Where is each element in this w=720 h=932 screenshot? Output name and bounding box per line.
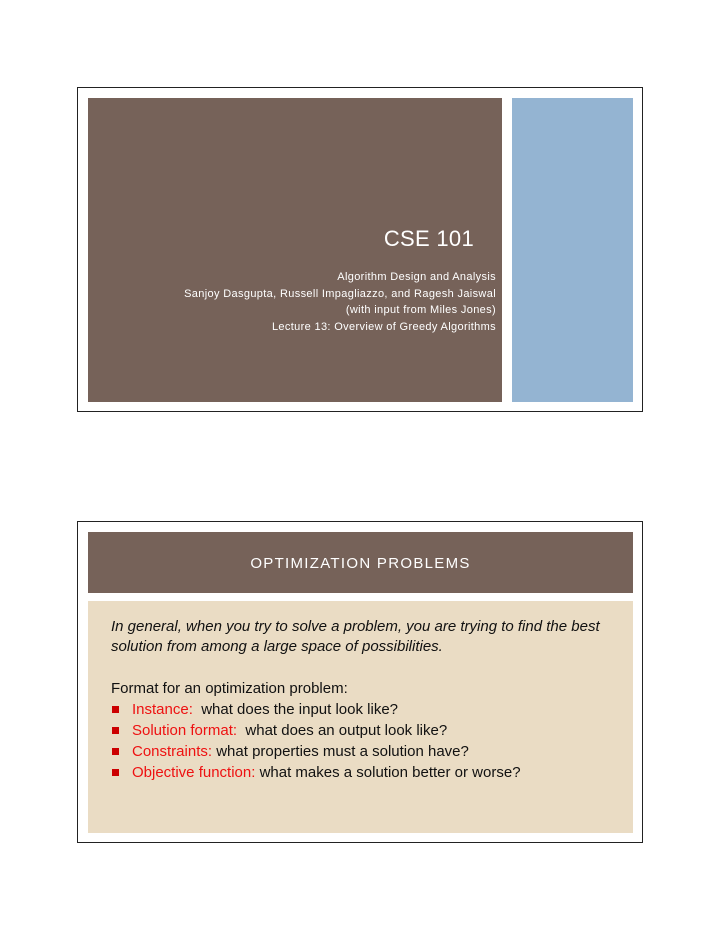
title-panel: [88, 98, 502, 402]
intro-text: In general, when you try to solve a problem, you are trying to find the best solution from among a large space of possibilities.: [111, 618, 600, 655]
square-bullet-icon: [112, 706, 119, 713]
bullet-instance: [111, 699, 521, 720]
bullet-constraints: [111, 741, 521, 762]
credits: (with input from Miles Jones): [345, 304, 496, 317]
bullet-text: what makes a solution better or worse?: [255, 764, 521, 781]
content-slide: [77, 521, 643, 843]
slide-heading: OPTIMIZATION PROBLEMS: [250, 555, 471, 572]
format-heading: Format for an optimization problem:: [111, 680, 348, 697]
square-bullet-icon: [112, 748, 119, 755]
subtitle-block: [184, 269, 496, 335]
bullet-term: Constraints:: [132, 743, 213, 760]
square-bullet-icon: [112, 769, 119, 776]
bullet-list: [111, 699, 521, 783]
bullet-text: what properties must a solution have?: [212, 743, 469, 760]
bullet-solution-format: [111, 720, 521, 741]
bullet-term: Instance:: [132, 701, 193, 718]
content-panel: [88, 601, 633, 833]
lecture-title: Lecture 13: Overview of Greedy Algorithms: [271, 320, 496, 333]
bullet-term: Solution format:: [132, 722, 238, 739]
course-name: Algorithm Design and Analysis: [337, 271, 496, 283]
side-accent-panel: [512, 98, 633, 402]
bullet-objective-function: [111, 762, 521, 783]
title-slide: [77, 87, 643, 412]
slide-title: CSE 101: [383, 226, 474, 251]
bullet-text: what does an output look like?: [237, 722, 448, 739]
authors: Sanjoy Dasgupta, Russell Impagliazzo, and Ragesh Jaiswal: [184, 287, 496, 300]
square-bullet-icon: [112, 727, 119, 734]
bullet-term: Objective function:: [132, 764, 256, 781]
header-bar: [88, 532, 633, 593]
bullet-text: what does the input look like?: [192, 701, 399, 718]
